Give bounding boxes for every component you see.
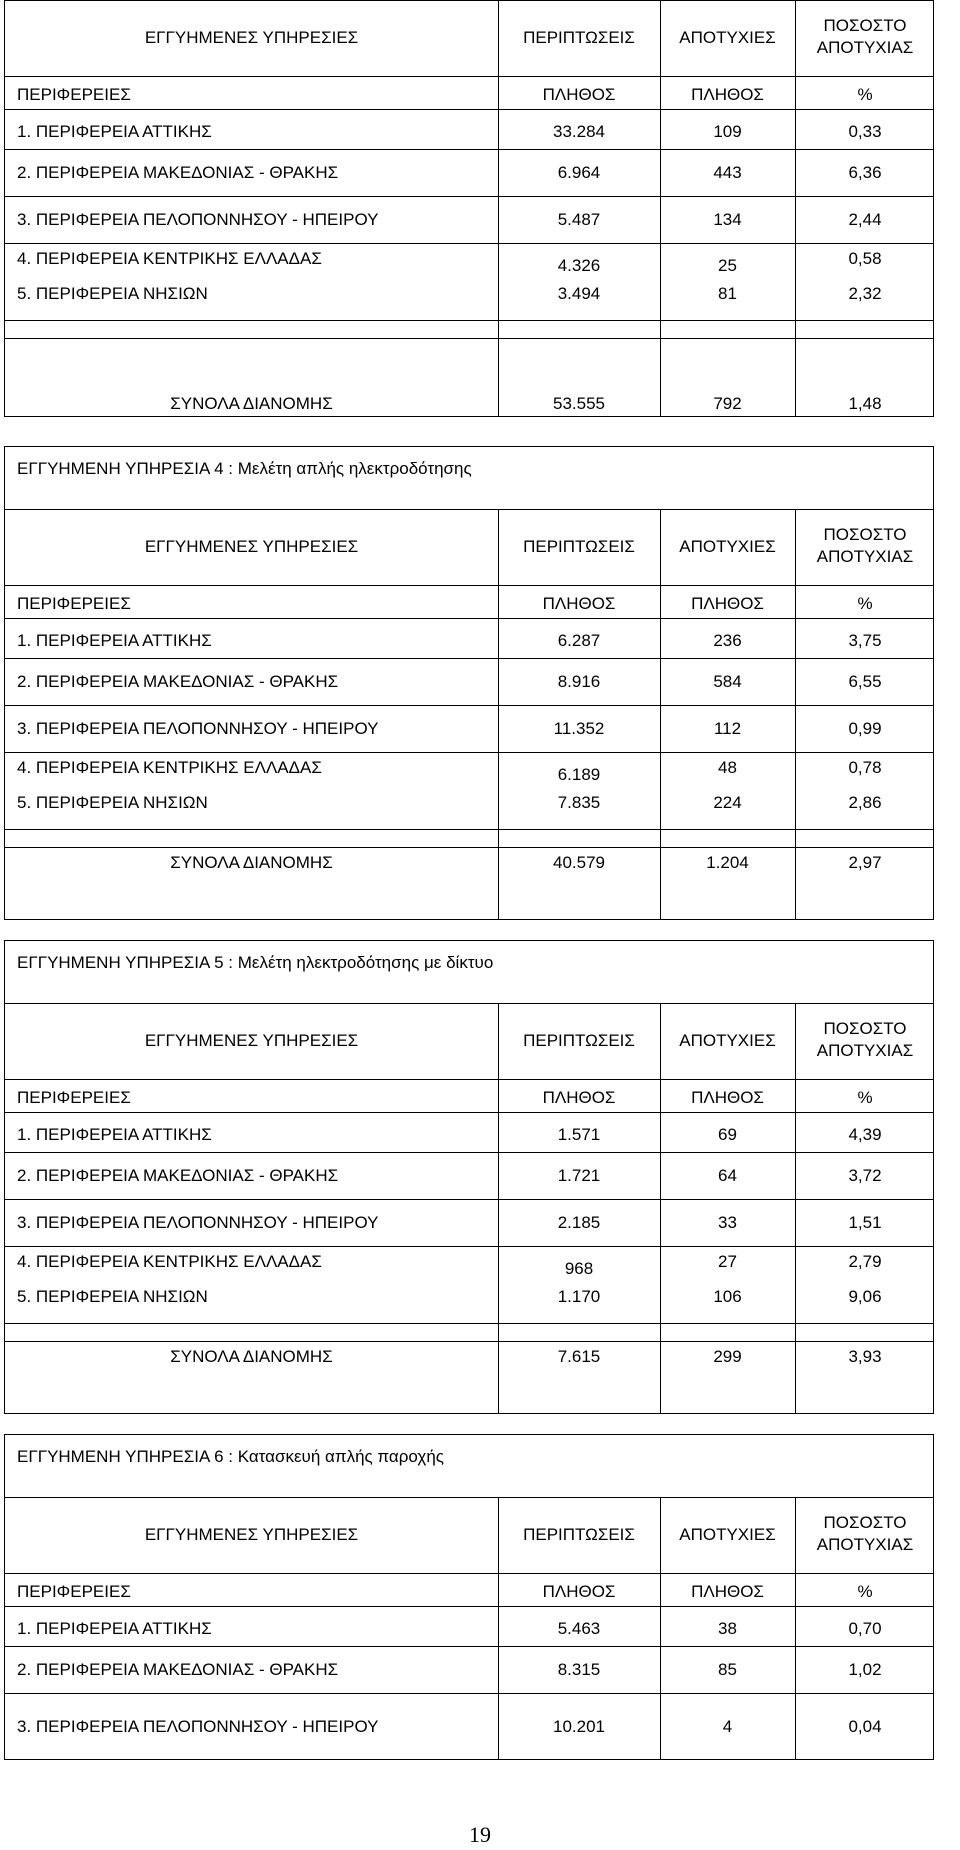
header-services: ΕΓΓΥΗΜΕΝΕΣ ΥΠΗΡΕΣΙΕΣ xyxy=(144,537,359,556)
cases-value: 1.170 xyxy=(557,1287,601,1306)
header-cases: ΠΕΡΙΠΤΩΣΕΙΣ xyxy=(523,537,635,556)
region-name: 2. ΠΕΡΙΦΕΡΕΙΑ ΜΑΚΕΔΟΝΙΑΣ - ΘΡΑΚΗΣ xyxy=(17,672,339,691)
failures-value: 33 xyxy=(718,1213,737,1232)
region-name: 3. ΠΕΡΙΦΕΡΕΙΑ ΠΕΛΟΠΟΝΝΗΣΟΥ - ΗΠΕΙΡΟΥ xyxy=(17,1213,379,1232)
failures-value: 134 xyxy=(713,210,742,229)
cases-value: 33.284 xyxy=(553,122,605,141)
total-failures: 1.204 xyxy=(706,853,749,872)
table-row xyxy=(5,659,933,706)
cases-value: 6.189 xyxy=(557,765,601,784)
table-row xyxy=(5,1200,933,1247)
region-name: 3. ΠΕΡΙΦΕΡΕΙΑ ΠΕΛΟΠΟΝΝΗΣΟΥ - ΗΠΕΙΡΟΥ xyxy=(17,1717,379,1736)
region-name: 1. ΠΕΡΙΦΕΡΕΙΑ ΑΤΤΙΚΗΣ xyxy=(17,122,212,141)
table-subheader-row xyxy=(5,1080,933,1113)
pct-value: 3,75 xyxy=(848,631,882,650)
failures-value: 81 xyxy=(718,284,737,303)
failures-value: 69 xyxy=(718,1125,737,1144)
subheader-count: ΠΛΗΘΟΣ xyxy=(691,85,764,104)
failures-value: 109 xyxy=(713,122,742,141)
pct-value: 0,33 xyxy=(848,122,882,141)
total-pct: 2,97 xyxy=(848,853,882,872)
subheader-count: ΠΛΗΘΟΣ xyxy=(542,1582,616,1601)
region-name: 5. ΠΕΡΙΦΕΡΕΙΑ ΝΗΣΙΩΝ xyxy=(17,1287,208,1306)
pct-value: 0,78 xyxy=(848,758,882,777)
table-row xyxy=(5,1607,933,1647)
subheader-regions: ΠΕΡΙΦΕΡΕΙΕΣ xyxy=(17,1582,131,1601)
subheader-regions: ΠΕΡΙΦΕΡΕΙΕΣ xyxy=(17,1088,131,1107)
failures-value: 38 xyxy=(718,1619,737,1638)
section-title: ΕΓΓΥΗΜΕΝΗ ΥΠΗΡΕΣΙΑ 4 : Μελέτη απλής ηλεκτροδότησης xyxy=(17,459,472,478)
total-label: ΣΥΝΟΛΑ ΔΙΑΝΟΜΗΣ xyxy=(170,1347,333,1366)
table-row xyxy=(5,197,933,244)
failures-value: 85 xyxy=(718,1660,737,1679)
cases-value: 1.721 xyxy=(557,1166,601,1185)
region-name: 3. ΠΕΡΙΦΕΡΕΙΑ ΠΕΛΟΠΟΝΝΗΣΟΥ - ΗΠΕΙΡΟΥ xyxy=(17,719,379,738)
pct-value: 0,04 xyxy=(848,1717,882,1736)
region-name: 4. ΠΕΡΙΦΕΡΕΙΑ ΚΕΝΤΡΙΚΗΣ ΕΛΛΑΔΑΣ xyxy=(17,758,322,777)
cases-value: 7.835 xyxy=(557,793,601,812)
table-row xyxy=(5,244,933,321)
pct-value: 9,06 xyxy=(848,1287,882,1306)
region-name: 5. ΠΕΡΙΦΕΡΕΙΑ ΝΗΣΙΩΝ xyxy=(17,284,208,303)
table-total-row xyxy=(5,1342,933,1415)
pct-value: 2,86 xyxy=(848,793,882,812)
region-name: 1. ΠΕΡΙΦΕΡΕΙΑ ΑΤΤΙΚΗΣ xyxy=(17,1619,212,1638)
total-cases: 53.555 xyxy=(553,394,605,413)
header-services: ΕΓΓΥΗΜΕΝΕΣ ΥΠΗΡΕΣΙΕΣ xyxy=(144,1525,359,1544)
table-row xyxy=(5,150,933,197)
table-row xyxy=(5,110,933,150)
header-pct: ΠΟΣΟΣΤΟ ΑΠΟΤΥΧΙΑΣ xyxy=(816,525,914,566)
region-name: 3. ΠΕΡΙΦΕΡΕΙΑ ΠΕΛΟΠΟΝΝΗΣΟΥ - ΗΠΕΙΡΟΥ xyxy=(17,210,379,229)
total-cases: 40.579 xyxy=(553,853,605,872)
cases-value: 1.571 xyxy=(557,1125,601,1144)
table-spacer-row xyxy=(5,1324,933,1342)
cases-value: 968 xyxy=(564,1259,594,1278)
region-name: 1. ΠΕΡΙΦΕΡΕΙΑ ΑΤΤΙΚΗΣ xyxy=(17,1125,212,1144)
cases-value: 8.916 xyxy=(557,672,601,691)
header-failures: ΑΠΟΤΥΧΙΕΣ xyxy=(679,537,776,556)
table-section-5 xyxy=(4,940,934,1414)
failures-value: 27 xyxy=(718,1252,737,1271)
subheader-regions: ΠΕΡΙΦΕΡΕΙΕΣ xyxy=(17,594,131,613)
subheader-count: ΠΛΗΘΟΣ xyxy=(542,594,616,613)
failures-value: 112 xyxy=(713,719,742,738)
header-pct: ΠΟΣΟΣΤΟ ΑΠΟΤΥΧΙΑΣ xyxy=(816,1019,914,1060)
pct-value: 6,36 xyxy=(848,163,882,182)
failures-value: 4 xyxy=(722,1717,733,1736)
page-number: 19 xyxy=(469,1822,491,1847)
subheader-count: ΠΛΗΘΟΣ xyxy=(691,1088,764,1107)
cases-value: 3.494 xyxy=(557,284,601,303)
total-label: ΣΥΝΟΛΑ ΔΙΑΝΟΜΗΣ xyxy=(170,853,333,872)
table-header-row xyxy=(5,1,933,77)
table-header-row xyxy=(5,510,933,586)
cases-value: 8.315 xyxy=(557,1660,601,1679)
region-name: 4. ΠΕΡΙΦΕΡΕΙΑ ΚΕΝΤΡΙΚΗΣ ΕΛΛΑΔΑΣ xyxy=(17,249,322,268)
table-section-4 xyxy=(4,446,934,920)
failures-value: 443 xyxy=(713,163,742,182)
subheader-pct: % xyxy=(857,1088,873,1107)
region-name: 2. ΠΕΡΙΦΕΡΕΙΑ ΜΑΚΕΔΟΝΙΑΣ - ΘΡΑΚΗΣ xyxy=(17,1166,339,1185)
table-section-6 xyxy=(4,1434,934,1760)
header-cases: ΠΕΡΙΠΤΩΣΕΙΣ xyxy=(523,28,635,47)
table-row xyxy=(5,619,933,659)
table-spacer-row xyxy=(5,830,933,848)
table-header-row xyxy=(5,1004,933,1080)
failures-value: 48 xyxy=(718,758,737,777)
subheader-pct: % xyxy=(857,594,873,613)
table-row xyxy=(5,753,933,830)
pct-value: 2,32 xyxy=(848,284,882,303)
section-title-row xyxy=(5,941,933,1004)
subheader-count: ΠΛΗΘΟΣ xyxy=(691,594,764,613)
total-failures: 299 xyxy=(713,1347,742,1366)
failures-value: 106 xyxy=(713,1287,742,1306)
pct-value: 6,55 xyxy=(848,672,882,691)
header-services: ΕΓΓΥΗΜΕΝΕΣ ΥΠΗΡΕΣΙΕΣ xyxy=(144,28,359,47)
header-failures: ΑΠΟΤΥΧΙΕΣ xyxy=(679,1031,776,1050)
total-cases: 7.615 xyxy=(557,1347,601,1366)
pct-value: 2,79 xyxy=(848,1252,882,1271)
region-name: 5. ΠΕΡΙΦΕΡΕΙΑ ΝΗΣΙΩΝ xyxy=(17,793,208,812)
subheader-count: ΠΛΗΘΟΣ xyxy=(691,1582,764,1601)
header-cases: ΠΕΡΙΠΤΩΣΕΙΣ xyxy=(523,1031,635,1050)
table-spacer-row xyxy=(5,321,933,339)
table-total-row xyxy=(5,848,933,921)
table-subheader-row xyxy=(5,77,933,110)
header-pct: ΠΟΣΟΣΤΟ ΑΠΟΤΥΧΙΑΣ xyxy=(816,1513,914,1554)
failures-value: 25 xyxy=(718,256,737,275)
cases-value: 6.964 xyxy=(557,163,601,182)
cases-value: 4.326 xyxy=(557,256,601,275)
region-name: 1. ΠΕΡΙΦΕΡΕΙΑ ΑΤΤΙΚΗΣ xyxy=(17,631,212,650)
table-row xyxy=(5,1694,933,1761)
header-cases: ΠΕΡΙΠΤΩΣΕΙΣ xyxy=(523,1525,635,1544)
table-row xyxy=(5,1247,933,1324)
failures-value: 64 xyxy=(718,1166,737,1185)
table-subheader-row xyxy=(5,586,933,619)
cases-value: 2.185 xyxy=(557,1213,601,1232)
section-title: ΕΓΓΥΗΜΕΝΗ ΥΠΗΡΕΣΙΑ 5 : Μελέτη ηλεκτροδότησης με δίκτυο xyxy=(17,953,494,972)
pct-value: 3,72 xyxy=(848,1166,882,1185)
failures-value: 584 xyxy=(713,672,742,691)
failures-value: 236 xyxy=(713,631,742,650)
pct-value: 1,51 xyxy=(848,1213,882,1232)
table-subheader-row xyxy=(5,1574,933,1607)
table-row xyxy=(5,1153,933,1200)
cases-value: 5.487 xyxy=(557,210,601,229)
section-title-row xyxy=(5,1435,933,1498)
subheader-count: ΠΛΗΘΟΣ xyxy=(542,85,616,104)
region-name: 2. ΠΕΡΙΦΕΡΕΙΑ ΜΑΚΕΔΟΝΙΑΣ - ΘΡΑΚΗΣ xyxy=(17,1660,339,1679)
subheader-regions: ΠΕΡΙΦΕΡΕΙΕΣ xyxy=(17,85,131,104)
pct-value: 0,70 xyxy=(848,1619,882,1638)
table-row xyxy=(5,706,933,753)
pct-value: 2,44 xyxy=(848,210,882,229)
header-failures: ΑΠΟΤΥΧΙΕΣ xyxy=(679,28,776,47)
table-section-continued xyxy=(4,0,934,417)
total-pct: 3,93 xyxy=(848,1347,882,1366)
table-row xyxy=(5,1113,933,1153)
failures-value: 224 xyxy=(713,793,742,812)
pct-value: 0,99 xyxy=(848,719,882,738)
subheader-pct: % xyxy=(857,1582,873,1601)
cases-value: 5.463 xyxy=(557,1619,601,1638)
section-title-row xyxy=(5,447,933,510)
table-header-row xyxy=(5,1498,933,1574)
section-title: ΕΓΓΥΗΜΕΝΗ ΥΠΗΡΕΣΙΑ 6 : Κατασκευή απλής παροχής xyxy=(17,1447,444,1466)
table-row xyxy=(5,1647,933,1694)
cases-value: 11.352 xyxy=(553,719,605,738)
table-total-row xyxy=(5,339,933,418)
header-pct: ΠΟΣΟΣΤΟ ΑΠΟΤΥΧΙΑΣ xyxy=(816,16,914,57)
cases-value: 10.201 xyxy=(553,1717,605,1736)
pct-value: 1,02 xyxy=(848,1660,882,1679)
header-failures: ΑΠΟΤΥΧΙΕΣ xyxy=(679,1525,776,1544)
subheader-count: ΠΛΗΘΟΣ xyxy=(542,1088,616,1107)
cases-value: 6.287 xyxy=(557,631,601,650)
region-name: 2. ΠΕΡΙΦΕΡΕΙΑ ΜΑΚΕΔΟΝΙΑΣ - ΘΡΑΚΗΣ xyxy=(17,163,339,182)
subheader-pct: % xyxy=(857,85,873,104)
pct-value: 4,39 xyxy=(848,1125,882,1144)
total-pct: 1,48 xyxy=(848,394,882,413)
total-label: ΣΥΝΟΛΑ ΔΙΑΝΟΜΗΣ xyxy=(170,394,333,413)
region-name: 4. ΠΕΡΙΦΕΡΕΙΑ ΚΕΝΤΡΙΚΗΣ ΕΛΛΑΔΑΣ xyxy=(17,1252,322,1271)
pct-value: 0,58 xyxy=(848,249,882,268)
total-failures: 792 xyxy=(713,394,742,413)
header-services: ΕΓΓΥΗΜΕΝΕΣ ΥΠΗΡΕΣΙΕΣ xyxy=(144,1031,359,1050)
